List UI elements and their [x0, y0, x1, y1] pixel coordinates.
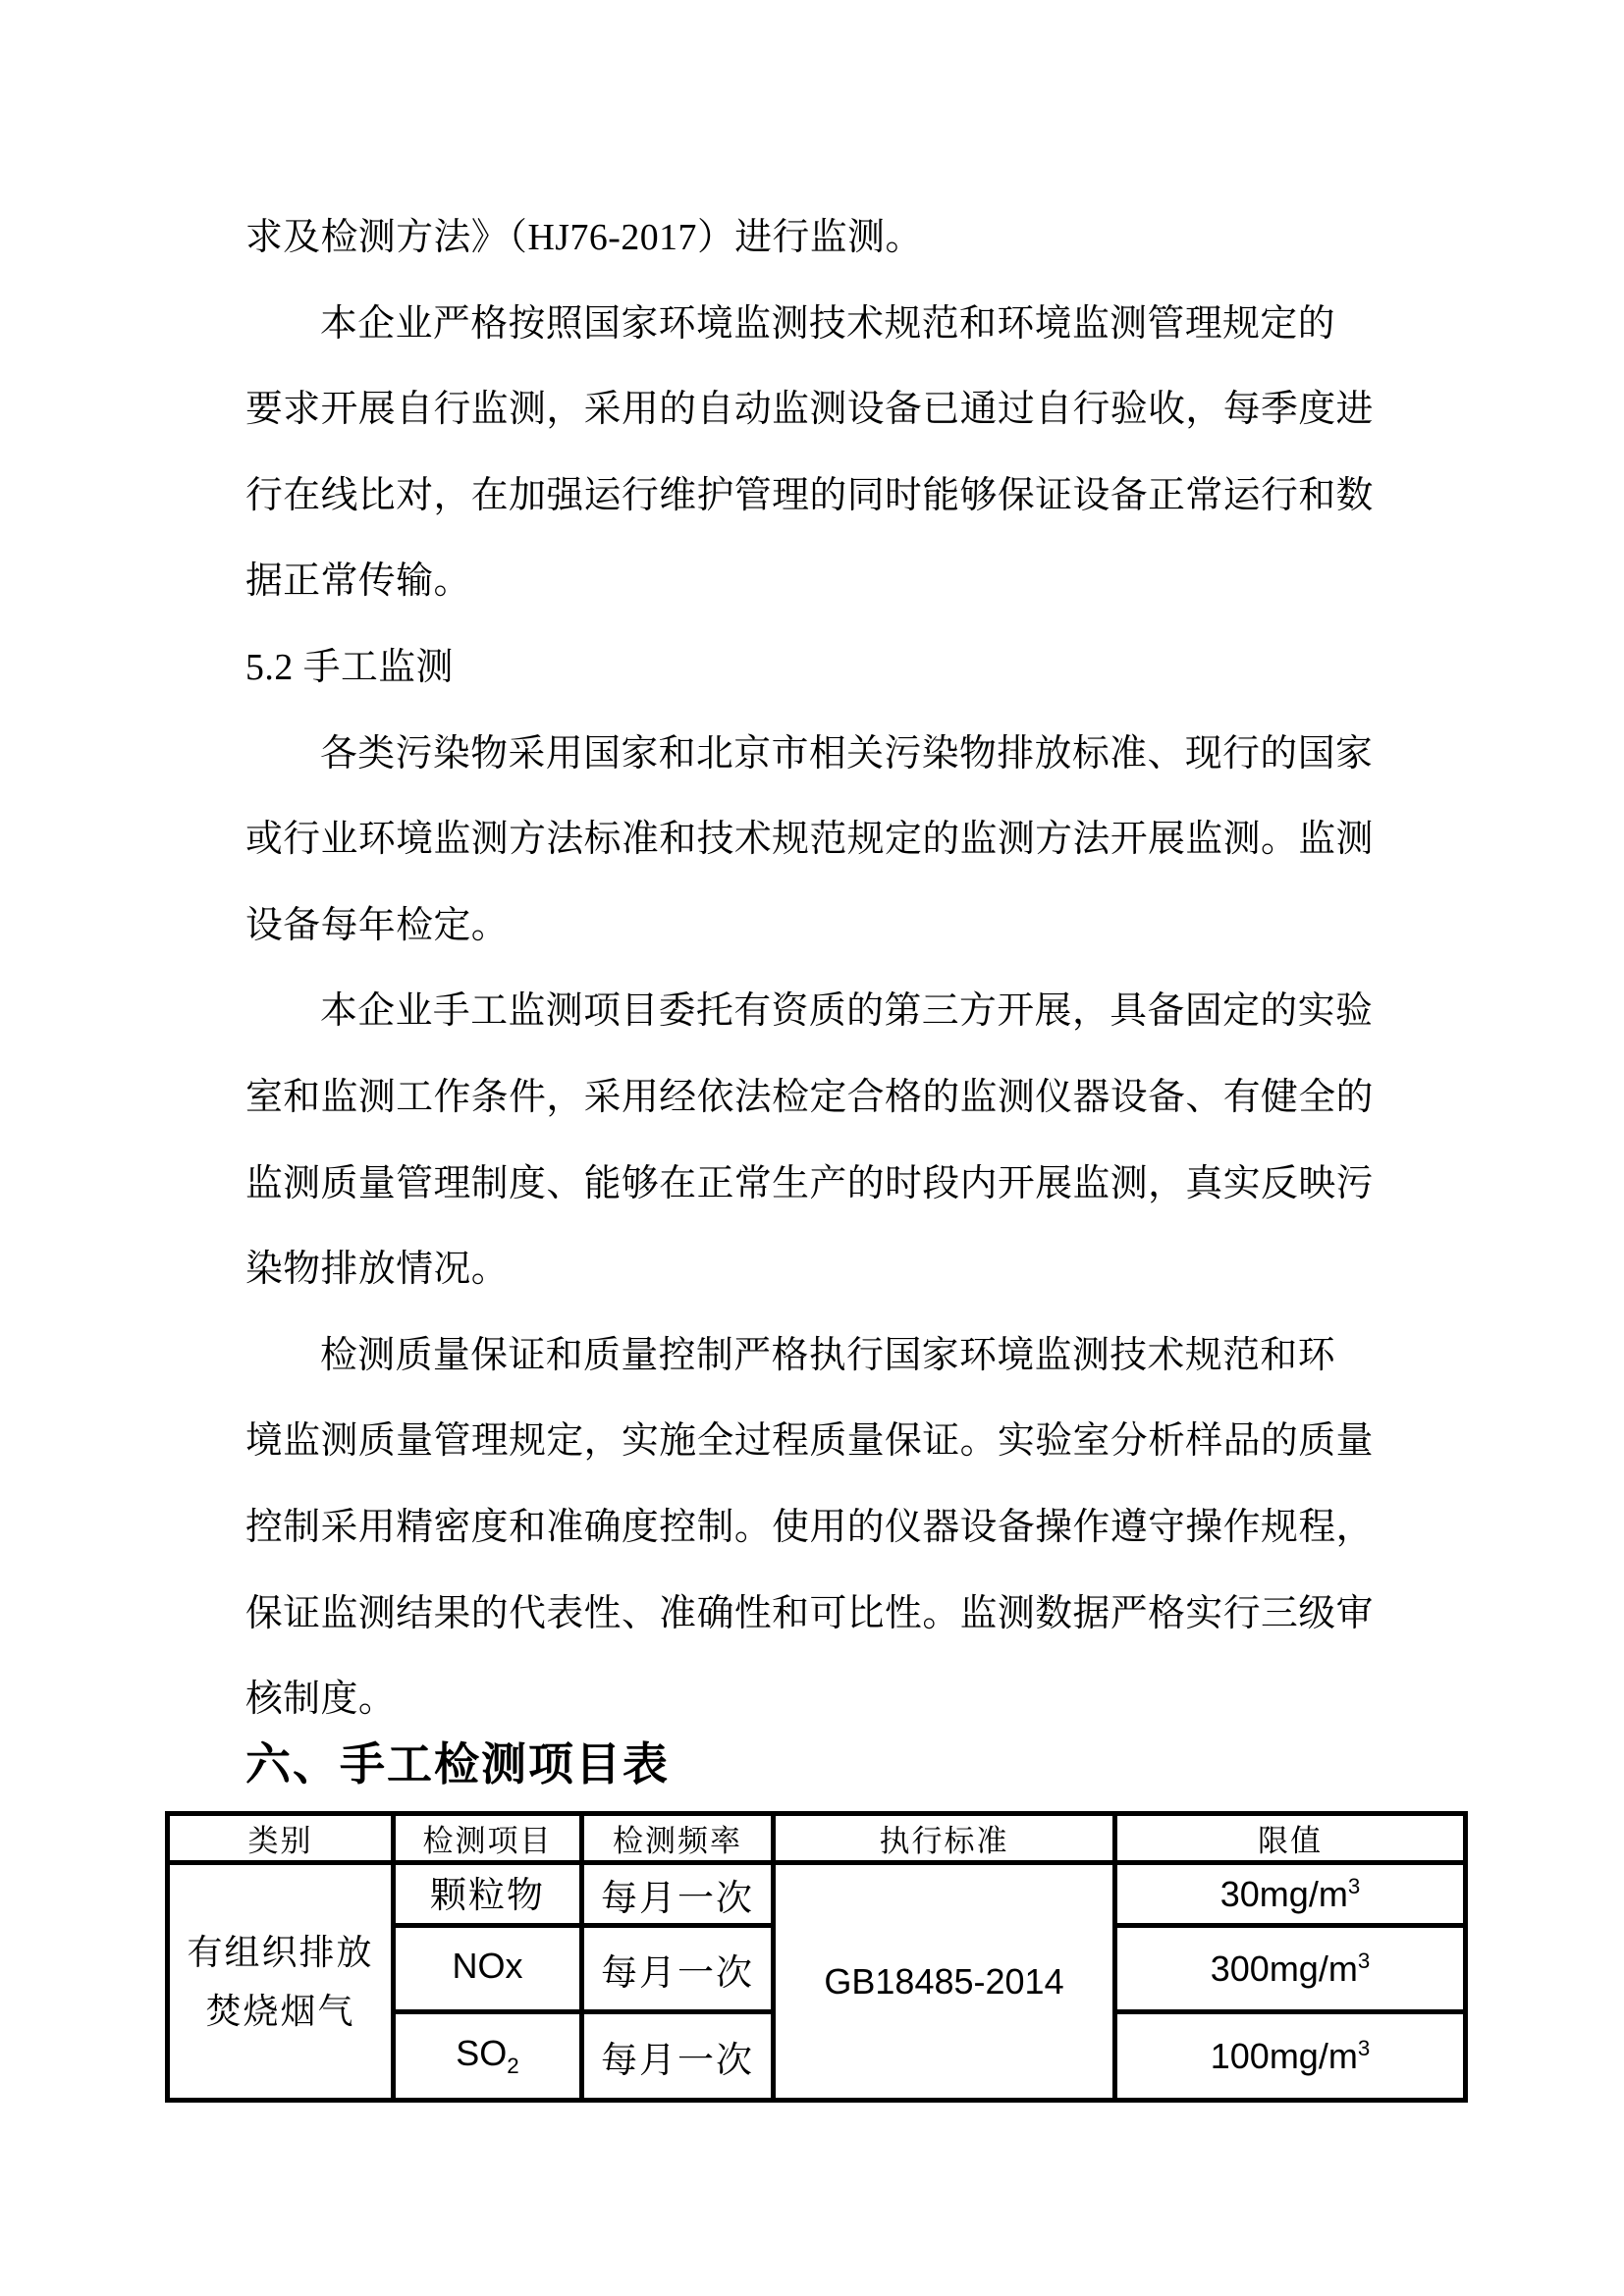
limit-cell: $300mg/m^3$	[1115, 1926, 1466, 2012]
header-item: 检测项目	[394, 1814, 582, 1863]
text-line: 本企业手工监测项目委托有资质的第三方开展，具备固定的实验	[320, 990, 1374, 1033]
standard-cell: GB18485-2014	[774, 1863, 1115, 2101]
text-line: 本企业严格按照国家环境监测技术规范和环境监测管理规定的	[320, 302, 1336, 345]
section-heading: 六、手工检测项目表	[245, 1739, 670, 1789]
text-line: 求及检测方法》（HJ76-2017）进行监测。	[245, 217, 923, 258]
text-line: 检测质量保证和质量控制严格执行国家环境监测技术规范和环	[320, 1334, 1336, 1376]
header-limit: 限值	[1115, 1814, 1466, 1863]
frequency-cell: 每月一次	[582, 2012, 774, 2101]
item-cell: NOx	[394, 1926, 582, 2012]
text-line: 控制采用精密度和准确度控制。使用的仪器设备操作遵守操作规程，	[245, 1506, 1374, 1548]
item-cell: $SO_2$	[394, 2012, 582, 2101]
header-standard: 执行标准	[774, 1814, 1115, 1863]
header-frequency: 检测频率	[582, 1814, 774, 1863]
category-line2: 焚烧烟气	[205, 1991, 355, 2031]
limit-cell: $100mg/m^3$	[1115, 2012, 1466, 2101]
frequency-cell: 每月一次	[582, 1863, 774, 1926]
item-cell: 颗粒物	[394, 1863, 582, 1926]
text-line: 室和监测工作条件，采用经依法检定合格的监测仪器设备、有健全的	[245, 1076, 1374, 1118]
category-cell	[168, 1863, 394, 2101]
text-line: 设备每年检定。	[245, 904, 510, 946]
text-line: 保证监测结果的代表性、准确性和可比性。监测数据严格实行三级审	[245, 1592, 1374, 1634]
frequency-cell: 每月一次	[582, 1926, 774, 2012]
text-line: 境监测质量管理规定，实施全过程质量保证。实验室分析样品的质量	[245, 1420, 1374, 1463]
header-category: 类别	[168, 1814, 394, 1863]
text-line: 或行业环境监测方法标准和技术规范规定的监测方法开展监测。监测	[245, 819, 1374, 861]
text-line: 核制度。	[245, 1679, 397, 1721]
category-line1: 有组织排放	[187, 1932, 374, 1972]
text-line: 监测质量管理制度、能够在正常生产的时段内开展监测，真实反映污	[245, 1162, 1374, 1204]
text-line: 要求开展自行监测，采用的自动监测设备已通过自行验收，每季度进	[245, 389, 1374, 431]
text-line: 各类污染物采用国家和北京市相关污染物排放标准、现行的国家	[320, 732, 1374, 774]
body-text	[245, 195, 1384, 1743]
table-row	[168, 1863, 1466, 1926]
subsection-heading: 5.2 手工监测	[245, 646, 454, 688]
limit-cell: $30mg/m^3$	[1115, 1863, 1466, 1926]
table-header-row	[168, 1814, 1466, 1863]
text-line: 染物排放情况。	[245, 1249, 510, 1291]
text-line: 行在线比对，在加强运行维护管理的同时能够保证设备正常运行和数	[245, 474, 1374, 516]
manual-monitoring-table	[165, 1811, 1468, 2103]
text-line: 据正常传输。	[245, 561, 471, 603]
